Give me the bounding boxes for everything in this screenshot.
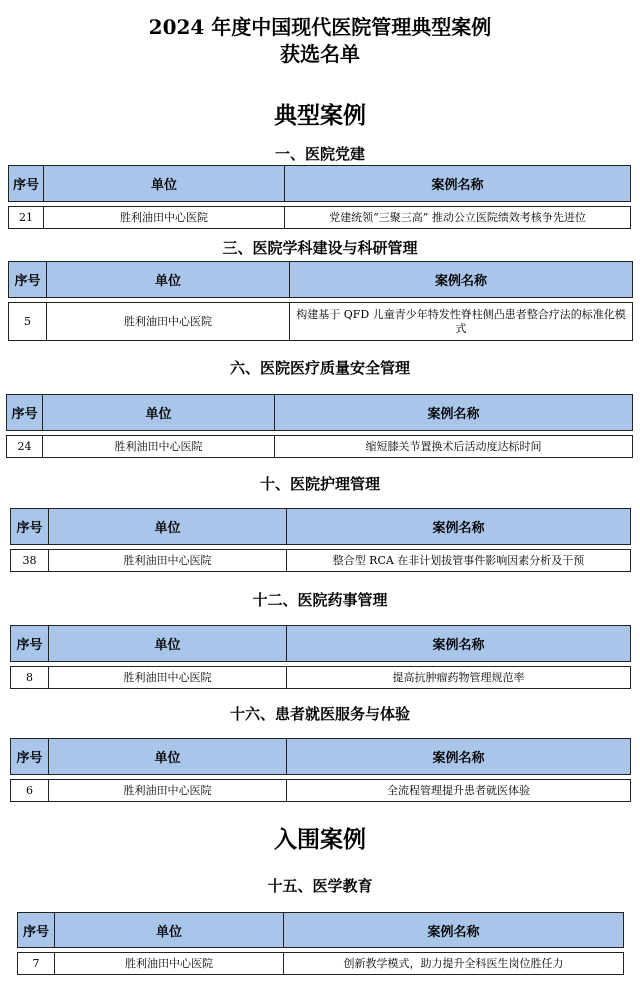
category-title-patient-service: 十六、患者就医服务与体验 [229,705,410,723]
column-header-name: 案例名称 [290,262,633,298]
cell-name: 缩短膝关节置换术后活动度达标时间 [275,436,633,458]
column-header-name: 案例名称 [285,166,631,202]
column-header-unit: 单位 [49,626,287,662]
column-header-unit: 单位 [49,509,287,545]
category-title-party: 一、医院党建 [274,145,365,163]
case-table-discipline [8,261,633,341]
cell-index: 24 [7,436,43,458]
document-title-line2: 获选名单 [280,42,360,66]
table-header-row [18,913,624,948]
table-header-row [9,262,633,298]
cell-name: 党建统领“三聚三高” 推动公立医院绩效考核争先进位 [285,207,631,229]
column-header-name: 案例名称 [287,739,631,775]
cell-name: 构建基于 QFD 儿童青少年特发性脊柱侧凸患者整合疗法的标准化模式 [290,303,633,341]
column-header-index: 序号 [18,913,55,948]
document-title-line1: 2024 年度中国现代医院管理典型案例 [148,15,492,39]
column-header-name: 案例名称 [275,395,633,431]
shortlisted-heading: 入围案例 [274,826,366,853]
table-header-row [7,395,633,431]
category-title-medical-education: 十五、医学教育 [267,877,373,895]
table-row [11,550,631,572]
cell-index: 7 [18,953,55,975]
case-table-party [8,165,631,229]
category-title-pharmacy: 十二、医院药事管理 [252,591,388,609]
column-header-index: 序号 [11,509,49,545]
column-header-index: 序号 [11,739,49,775]
cell-unit: 胜利油田中心医院 [49,550,287,572]
column-header-unit: 单位 [47,262,290,298]
case-table-pharmacy [10,625,631,689]
document-title [0,14,640,68]
cell-name: 全流程管理提升患者就医体验 [287,780,631,802]
typical-heading: 典型案例 [274,102,366,129]
cell-unit: 胜利油田中心医院 [49,667,287,689]
category-title-discipline: 三、医院学科建设与科研管理 [222,239,418,257]
table-row [9,303,633,341]
table-row [11,780,631,802]
cell-index: 21 [9,207,44,229]
column-header-index: 序号 [9,166,44,202]
category-title-nursing: 十、医院护理管理 [259,475,380,493]
cell-index: 6 [11,780,49,802]
case-table-medical-education [17,912,624,975]
table-header-row [11,739,631,775]
cell-name: 提高抗肿瘤药物管理规范率 [287,667,631,689]
cell-index: 5 [9,303,47,341]
table-row [9,207,631,229]
cell-unit: 胜利油田中心医院 [43,436,275,458]
column-header-unit: 单位 [49,739,287,775]
column-header-name: 案例名称 [284,913,624,948]
cell-unit: 胜利油田中心医院 [49,780,287,802]
column-header-unit: 单位 [43,395,275,431]
column-header-index: 序号 [11,626,49,662]
column-header-unit: 单位 [44,166,285,202]
cell-unit: 胜利油田中心医院 [47,303,290,341]
case-table-nursing [10,508,631,572]
table-header-row [9,166,631,202]
table-header-row [11,626,631,662]
table-row [18,953,624,975]
table-header-row [11,509,631,545]
column-header-name: 案例名称 [287,509,631,545]
cell-name: 整合型 RCA 在非计划拔管事件影响因素分析及干预 [287,550,631,572]
cell-index: 38 [11,550,49,572]
case-table-quality [6,394,633,458]
table-row [11,667,631,689]
cell-index: 8 [11,667,49,689]
table-row [7,436,633,458]
cell-unit: 胜利油田中心医院 [55,953,284,975]
category-title-quality: 六、医院医疗质量安全管理 [229,359,410,377]
column-header-index: 序号 [9,262,47,298]
column-header-index: 序号 [7,395,43,431]
cell-unit: 胜利油田中心医院 [44,207,285,229]
column-header-name: 案例名称 [287,626,631,662]
case-table-patient-service [10,738,631,802]
cell-name: 创新教学模式，助力提升全科医生岗位胜任力 [284,953,624,975]
column-header-unit: 单位 [55,913,284,948]
